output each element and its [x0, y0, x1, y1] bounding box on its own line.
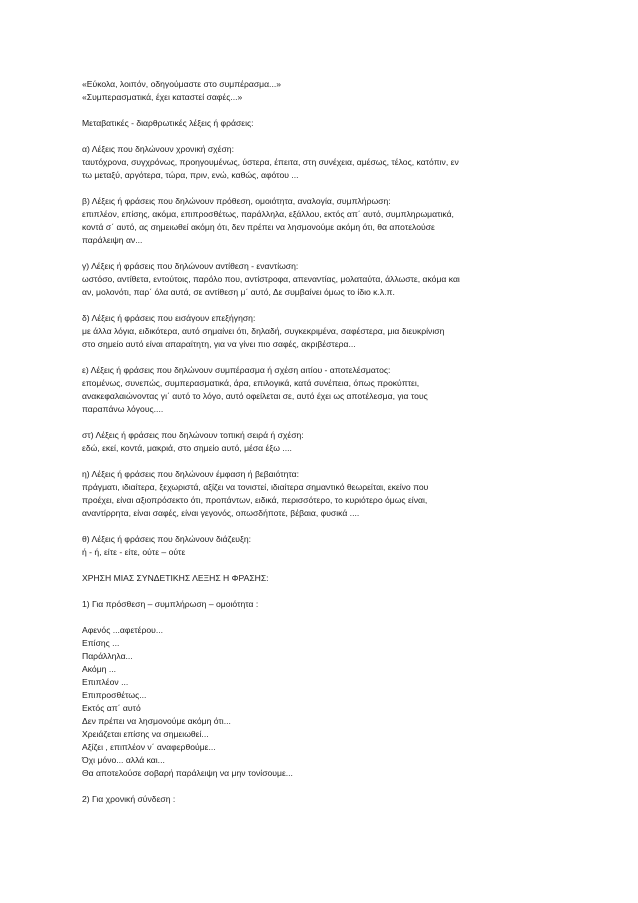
section-text: ταυτόχρονα, συγχρόνως, προηγουμένως, ύστερα, έπειτα, στη συνέχεια, αμέσως, τέλος, κατόπιν, εν	[82, 157, 459, 167]
section-text: ωστόσο, αντίθετα, εντούτοις, παρόλο που, αντίστροφα, απεναντίας, μολαταύτα, άλλωστε, ακόμα και	[82, 274, 460, 284]
section-text: ή - ή, είτε - είτε, ούτε – ούτε	[82, 547, 186, 557]
usage-item: Ακόμη ...	[82, 664, 116, 674]
section-title: η) Λέξεις ή φράσεις που δηλώνουν έμφαση ή βεβαιότητα:	[82, 469, 300, 479]
section-title: β) Λέξεις ή φράσεις που δηλώνουν πρόθεση, ομοιότητα, αναλογία, συμπλήρωση:	[82, 196, 391, 206]
section-title: α) Λέξεις που δηλώνουν χρονική σχέση:	[82, 144, 234, 154]
section-text: πράγματι, ιδιαίτερα, ξεχωριστά, αξίζει να τονιστεί, ιδιαίτερα σημαντικό θεωρείται, εκείνο που	[82, 482, 429, 492]
usage-item: Δεν πρέπει να λησμονούμε ακόμη ότι...	[82, 716, 231, 726]
section-text: κοντά σ΄ αυτό, ας σημειωθεί ακόμη ότι, δεν πρέπει να λησμονούμε ακόμη ότι, θα αποτελούσε	[82, 222, 435, 232]
usage-item: Χρειάζεται επίσης να σημειωθεί...	[82, 729, 209, 739]
section-text: ανακεφαλαιώνοντας γι΄ αυτό το λόγο, αυτό οφείλεται σε, αυτό έχει ως αποτέλεσμα, για τους	[82, 391, 428, 401]
usage-item: Επιπροσθέτως...	[82, 690, 147, 700]
usage-item: Παράλληλα...	[82, 651, 133, 661]
section-text: εδώ, εκεί, κοντά, μακριά, στο σημείο αυτό, μέσα έξω ....	[82, 443, 292, 453]
section-title: στ) Λέξεις ή φράσεις που δηλώνουν τοπική σειρά ή σχέση:	[82, 430, 304, 440]
section-heading: Μεταβατικές - διαρθρωτικές λέξεις ή φράσεις:	[82, 118, 254, 128]
section-text: με άλλα λόγια, ειδικότερα, αυτό σημαίνει ότι, δηλαδή, συγκεκριμένα, σαφέστερα, μια διευκρίνιση	[82, 326, 445, 336]
usage-item: Αφενός ...αφετέρου...	[82, 625, 164, 635]
section-title: ε) Λέξεις ή φράσεις που δηλώνουν συμπέρασμα ή σχέση αιτίου - αποτελέσματος:	[82, 365, 391, 375]
usage-item: Όχι μόνο... αλλά και...	[82, 755, 165, 765]
section-text: παραπάνω λόγους....	[82, 404, 164, 414]
section-text: αναντίρρητα, είναι σαφές, είναι γεγονός, οπωσδήποτε, βέβαια, φυσικά ....	[82, 508, 360, 518]
usage-item: Αξίζει , επιπλέον ν΄ αναφερθούμε...	[82, 742, 216, 752]
usage-item: Επίσης ...	[82, 638, 120, 648]
section-text: επιπλέον, επίσης, ακόμα, επιπροσθέτως, παράλληλα, εξάλλου, εκτός απ΄ αυτό, συμπληρωματικά,	[82, 209, 454, 219]
intro-quote: «Συμπερασματικά, έχει καταστεί σαφές...»	[82, 92, 243, 102]
usage-title: 1) Για πρόσθεση – συμπλήρωση – ομοιότητα :	[82, 599, 259, 609]
document-page	[82, 78, 552, 806]
section-text: στο σημείο αυτό είναι απαραίτητη, για να γίνει πιο σαφές, ακριβέστερα...	[82, 339, 356, 349]
usage-item: Θα αποτελούσε σοβαρή παράλειψη να μην τονίσουμε...	[82, 768, 293, 778]
section-title: γ) Λέξεις ή φράσεις που δηλώνουν αντίθεση - εναντίωση:	[82, 261, 299, 271]
section-text: επομένως, συνεπώς, συμπερασματικά, άρα, επιλογικά, κατά συνέπεια, όπως προκύπτει,	[82, 378, 420, 388]
section-title: θ) Λέξεις ή φράσεις που δηλώνουν διάζευξη:	[82, 534, 251, 544]
section-text: τω μεταξύ, αργότερα, τώρα, πριν, ενώ, καθώς, αφότου ...	[82, 170, 299, 180]
usage-heading: ΧΡΗΣΗ ΜΙΑΣ ΣΥΝΔΕΤΙΚΗΣ ΛΕΞΗΣ Η ΦΡΑΣΗΣ:	[82, 573, 269, 583]
intro-quote: «Εύκολα, λοιπόν, οδηγούμαστε στο συμπέρασμα...»	[82, 79, 282, 89]
usage-item: Επιπλέον ...	[82, 677, 129, 687]
section-text: προέχει, είναι αξιοπρόσεκτο ότι, προπάντων, ειδικά, περισσότερο, το κυριότερο όμως είναι,	[82, 495, 428, 505]
usage-item: Εκτός απ΄ αυτό	[82, 703, 141, 713]
section-title: δ) Λέξεις ή φράσεις που εισάγουν επεξήγηση:	[82, 313, 256, 323]
section-text: αν, μολονότι, παρ΄ όλα αυτά, σε αντίθεση μ΄ αυτό, Δε συμβαίνει όμως το ίδιο κ.λ.π.	[82, 287, 395, 297]
section-text: παράλειψη αν...	[82, 235, 143, 245]
usage-title: 2) Για χρονική σύνδεση :	[82, 794, 176, 804]
